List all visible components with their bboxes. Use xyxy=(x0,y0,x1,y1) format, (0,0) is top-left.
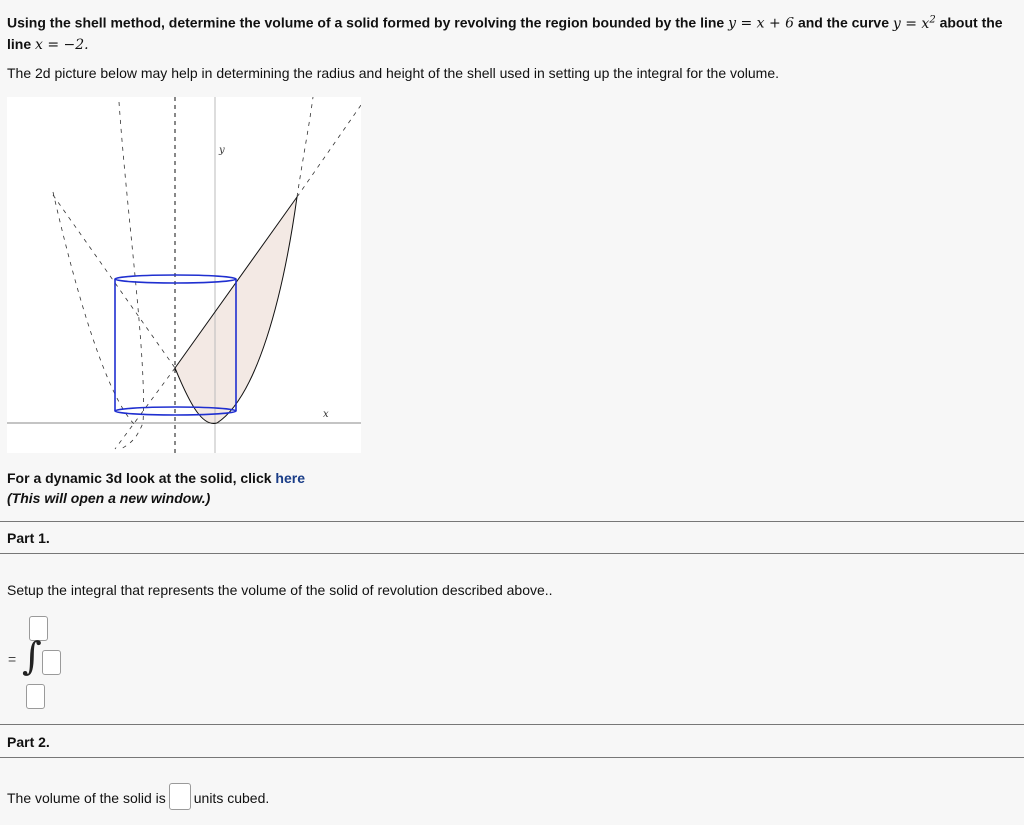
dynamic-3d-section xyxy=(7,468,305,508)
volume-prefix: The volume of the solid is xyxy=(7,790,166,807)
divider xyxy=(0,757,1024,758)
helper-text: The 2d picture below may help in determining the radius and height of the shell used in setting up the integral for the volume. xyxy=(7,65,780,81)
lower-limit-input[interactable] xyxy=(26,684,45,709)
equation-line: y = x + 6 xyxy=(728,15,795,32)
question-text xyxy=(7,10,1019,55)
equation-curve-base: y = x xyxy=(892,15,930,32)
divider xyxy=(0,553,1024,554)
divider xyxy=(0,521,1024,522)
setup-instruction: Setup the integral that represents the volume of the solid of revolution described above.. xyxy=(7,582,553,598)
question-part-a: Using the shell method, determine the volume of a solid formed by revolving the region bounded by the line xyxy=(7,14,729,31)
parabola-extension xyxy=(297,97,313,197)
integral-sign: ∫ xyxy=(22,634,42,678)
question-part-c: about the line xyxy=(7,14,1003,52)
integrand-input[interactable] xyxy=(42,650,61,675)
volume-input[interactable] xyxy=(169,783,191,810)
question-part-b: and the curve xyxy=(794,14,893,31)
divider xyxy=(0,724,1024,725)
reflected-parabola-left xyxy=(53,192,135,425)
volume-suffix: units cubed. xyxy=(193,790,270,807)
reflected-line xyxy=(53,195,175,368)
here-link[interactable]: here xyxy=(275,470,305,486)
volume-answer-line xyxy=(7,789,269,810)
equals-sign: = xyxy=(8,651,17,667)
part1-label: Part 1. xyxy=(7,530,50,546)
shell-method-figure xyxy=(7,97,361,453)
new-window-note: (This will open a new window.) xyxy=(7,490,211,506)
figure-svg xyxy=(7,97,361,453)
equation-axis: x = −2. xyxy=(35,36,89,53)
dynamic-text: For a dynamic 3d look at the solid, click xyxy=(7,470,276,486)
equation-curve xyxy=(893,16,936,32)
line-extension xyxy=(297,105,361,197)
part2-label: Part 2. xyxy=(7,734,50,750)
x-axis-label: x xyxy=(323,409,329,420)
y-axis-label: y xyxy=(219,145,225,156)
equation-curve-exponent: 2 xyxy=(929,14,936,25)
